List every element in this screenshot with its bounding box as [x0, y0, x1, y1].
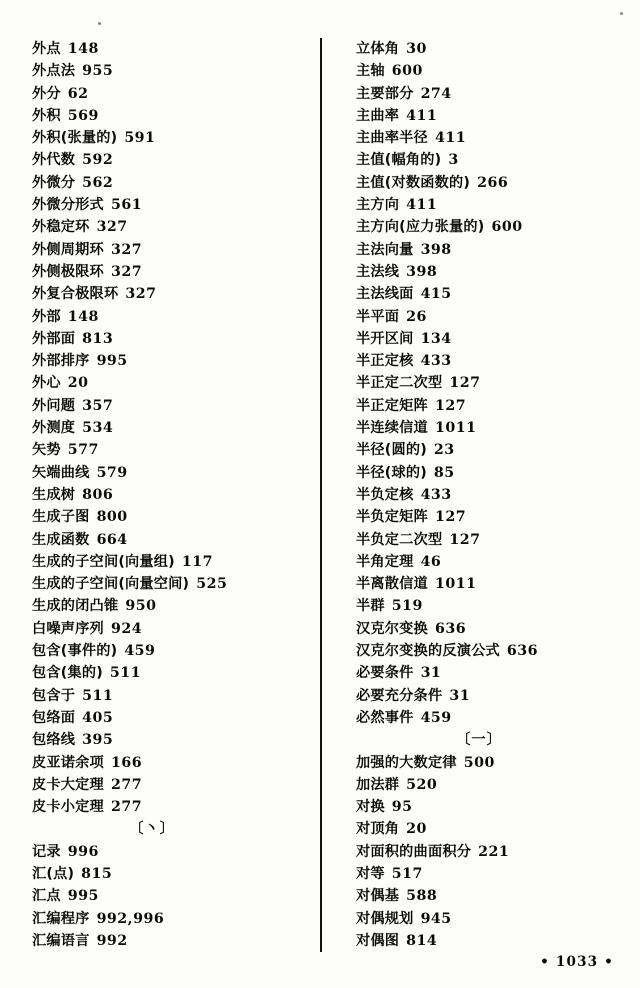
entry-term: 对偶图 — [356, 932, 400, 949]
entry-page: 266 — [477, 174, 509, 191]
entry-page: 459 — [420, 709, 452, 726]
entry-page: 996 — [67, 843, 99, 860]
index-entry — [356, 662, 632, 684]
entry-page: 636 — [506, 643, 539, 660]
entry-term: 半正定二次型 — [356, 375, 443, 392]
index-entry — [32, 595, 312, 617]
entry-page: 950 — [125, 598, 157, 615]
index-entry — [356, 417, 632, 439]
entry-term: 皮亚诺余项 — [32, 754, 104, 771]
entry-page: 600 — [391, 63, 423, 80]
index-entry — [356, 216, 632, 238]
section-divider: 〔丶〕 — [129, 821, 175, 838]
entry-page: 525 — [196, 576, 228, 593]
entry-term: 半径(圆的) — [356, 442, 427, 459]
entry-page: 815 — [81, 865, 113, 882]
index-entry — [32, 885, 312, 907]
entry-page: 500 — [463, 754, 495, 771]
entry-page: 415 — [420, 286, 452, 303]
entry-term: 外积 — [32, 107, 61, 124]
entry-page: 274 — [420, 85, 452, 102]
index-entry — [356, 573, 632, 595]
index-entry — [356, 105, 632, 127]
entry-page: 588 — [406, 888, 438, 905]
entry-term: 主法线面 — [356, 286, 414, 303]
entry-term: 主曲率半径 — [356, 130, 428, 147]
entry-page: 31 — [420, 665, 442, 682]
index-entry — [32, 796, 312, 818]
entry-term: 立体角 — [356, 41, 400, 57]
entry-page: 20 — [406, 821, 427, 838]
index-entry — [356, 506, 632, 528]
index-entry — [32, 908, 312, 930]
index-entry — [356, 818, 632, 840]
index-entry — [32, 283, 312, 305]
index-entry — [32, 752, 312, 774]
entry-term: 必要条件 — [356, 665, 414, 682]
entry-page: 148 — [67, 41, 99, 57]
entry-page: 411 — [406, 107, 438, 124]
entry-term: 半群 — [356, 598, 385, 615]
entry-page: 327 — [125, 286, 157, 303]
index-entry — [32, 662, 312, 684]
entry-page: 395 — [82, 732, 114, 749]
entry-page: 127 — [434, 509, 467, 526]
entry-page: 459 — [124, 643, 156, 660]
entry-page: 411 — [406, 197, 438, 214]
index-entry — [32, 216, 312, 238]
entry-term: 汇编语言 — [32, 932, 90, 949]
entry-term: 包络面 — [32, 709, 76, 726]
index-entry — [356, 863, 632, 885]
entry-term: 生成的闭凸锥 — [32, 598, 119, 615]
entry-term: 外部面 — [32, 330, 76, 347]
entry-term: 外测度 — [32, 420, 76, 437]
entry-term: 汇点 — [32, 888, 61, 905]
entry-term: 主法线 — [356, 263, 400, 280]
index-entry — [356, 239, 632, 261]
index-entry — [356, 618, 632, 640]
entry-page: 148 — [67, 308, 99, 325]
entry-page: 992 — [96, 932, 128, 949]
index-entry — [356, 60, 632, 82]
entry-page: 562 — [82, 174, 114, 191]
entry-page: 636 — [434, 620, 467, 637]
page-speck — [98, 22, 101, 25]
index-entry — [32, 172, 312, 194]
entry-term: 外代数 — [32, 152, 76, 169]
entry-page: 592 — [82, 152, 114, 169]
index-entry — [356, 350, 632, 372]
entry-page: 1011 — [434, 420, 477, 437]
entry-term: 对顶角 — [356, 821, 400, 838]
entry-page: 127 — [449, 531, 481, 548]
index-entry — [356, 796, 632, 818]
entry-term: 外分 — [32, 85, 61, 102]
entry-page: 62 — [67, 85, 89, 102]
entry-page: 398 — [406, 263, 438, 280]
entry-term: 汉克尔变换的反演公式 — [356, 643, 500, 660]
index-entry — [32, 306, 312, 328]
entry-page: 327 — [96, 219, 128, 236]
entry-page: 23 — [433, 442, 455, 459]
entry-term: 半负定二次型 — [356, 531, 443, 548]
index-entry — [356, 685, 632, 707]
index-entry — [32, 127, 312, 149]
index-entry — [32, 774, 312, 796]
entry-page: 600 — [491, 219, 523, 236]
index-entry — [32, 149, 312, 171]
index-entry — [32, 194, 312, 216]
index-entry — [356, 774, 632, 796]
entry-term: 主轴 — [356, 63, 385, 80]
entry-term: 外点 — [32, 41, 61, 57]
entry-term: 主要部分 — [356, 85, 414, 102]
index-entry — [32, 573, 312, 595]
entry-term: 汇编程序 — [32, 910, 90, 927]
entry-term: 矢端曲线 — [32, 464, 90, 481]
index-entry — [356, 261, 632, 283]
entry-term: 外复合极限环 — [32, 286, 119, 303]
index-entry — [32, 729, 312, 751]
entry-term: 生成的子空间(向量组) — [32, 553, 175, 570]
entry-term: 生成子图 — [32, 509, 90, 526]
entry-term: 白噪声序列 — [32, 620, 104, 637]
entry-term: 加法群 — [356, 776, 400, 793]
index-entry — [32, 863, 312, 885]
entry-page: 46 — [420, 553, 442, 570]
index-entry — [356, 707, 632, 729]
index-entry — [356, 372, 632, 394]
entry-term: 矢势 — [32, 442, 61, 459]
index-entry — [356, 484, 632, 506]
page-folio: • 1033 • — [540, 954, 614, 970]
entry-term: 外心 — [32, 375, 61, 392]
entry-term: 半开区间 — [356, 330, 414, 347]
index-entry — [32, 395, 312, 417]
entry-term: 生成树 — [32, 486, 76, 503]
entry-page: 577 — [67, 442, 99, 459]
entry-page: 924 — [110, 620, 143, 637]
index-entry — [32, 239, 312, 261]
entry-page: 127 — [449, 375, 481, 392]
index-entry — [32, 640, 312, 662]
index-entry — [32, 685, 312, 707]
entry-page: 534 — [82, 420, 114, 437]
index-entry — [356, 841, 632, 863]
entry-term: 外侧极限环 — [32, 263, 104, 280]
index-entry — [32, 506, 312, 528]
entry-term: 外稳定环 — [32, 219, 90, 236]
index-entry — [356, 529, 632, 551]
index-entry — [356, 930, 632, 952]
entry-page: 411 — [434, 130, 467, 147]
index-entry — [32, 417, 312, 439]
index-entry — [32, 707, 312, 729]
index-entry — [356, 283, 632, 305]
entry-term: 外部排序 — [32, 353, 90, 370]
index-entry — [356, 595, 632, 617]
index-entry — [32, 261, 312, 283]
entry-page: 20 — [67, 375, 89, 392]
entry-term: 汇(点) — [32, 865, 75, 882]
right-column — [320, 38, 640, 952]
entry-term: 半正定矩阵 — [356, 397, 428, 414]
entry-page: 995 — [67, 888, 99, 905]
entry-page: 519 — [391, 598, 423, 615]
index-entry — [32, 484, 312, 506]
index-entry — [32, 841, 312, 863]
entry-term: 对偶基 — [356, 888, 400, 905]
entry-term: 主值(幅角的) — [356, 152, 442, 169]
entry-page: 277 — [110, 799, 143, 816]
index-entry — [356, 306, 632, 328]
index-entry — [32, 618, 312, 640]
index-entry — [32, 83, 312, 105]
entry-term: 必要充分条件 — [356, 687, 443, 704]
entry-term: 半负定核 — [356, 486, 414, 503]
entry-page: 134 — [420, 330, 452, 347]
index-entry — [32, 328, 312, 350]
left-column — [0, 38, 320, 952]
index-entry — [356, 885, 632, 907]
entry-term: 外侧周期环 — [32, 241, 104, 258]
index-entry — [356, 551, 632, 573]
entry-page: 992,996 — [96, 910, 165, 927]
entry-term: 外积(张量的) — [32, 130, 118, 147]
entry-page: 813 — [82, 330, 114, 347]
index-entry — [32, 105, 312, 127]
entry-term: 外微分 — [32, 174, 76, 191]
entry-page: 511 — [82, 687, 114, 704]
entry-page: 85 — [433, 464, 455, 481]
entry-term: 记录 — [32, 843, 61, 860]
entry-term: 生成函数 — [32, 531, 90, 548]
index-entry — [32, 551, 312, 573]
index-entry — [32, 529, 312, 551]
entry-page: 398 — [420, 241, 452, 258]
entry-term: 半离散信道 — [356, 576, 428, 593]
entry-page: 517 — [391, 865, 423, 882]
entry-page: 117 — [181, 553, 213, 570]
entry-page: 221 — [478, 843, 510, 860]
entry-term: 半连续信道 — [356, 420, 428, 437]
entry-page: 277 — [110, 776, 143, 793]
index-entry — [32, 350, 312, 372]
section-divider: 〔一〕 — [456, 732, 502, 749]
entry-term: 对等 — [356, 865, 385, 882]
entry-term: 加强的大数定律 — [356, 754, 457, 771]
entry-term: 汉克尔变换 — [356, 620, 428, 637]
entry-term: 半负定矩阵 — [356, 509, 428, 526]
entry-page: 569 — [67, 107, 99, 124]
entry-term: 对面积的曲面积分 — [356, 843, 472, 860]
entry-term: 半径(球的) — [356, 464, 427, 481]
entry-page: 31 — [449, 687, 471, 704]
entry-page: 561 — [110, 197, 143, 214]
entry-page: 30 — [406, 41, 427, 57]
entry-term: 半正定核 — [356, 353, 414, 370]
entry-page: 357 — [82, 397, 114, 414]
entry-term: 主曲率 — [356, 107, 400, 124]
entry-term: 主法向量 — [356, 241, 414, 258]
entry-term: 包络线 — [32, 732, 76, 749]
entry-term: 包含于 — [32, 687, 76, 704]
entry-term: 外微分形式 — [32, 197, 104, 214]
index-entry — [356, 462, 632, 484]
entry-page: 433 — [420, 486, 452, 503]
entry-page: 327 — [110, 241, 143, 258]
entry-page: 579 — [96, 464, 128, 481]
entry-term: 对换 — [356, 799, 385, 816]
entry-page: 433 — [420, 353, 452, 370]
index-entry — [32, 439, 312, 461]
index-entry — [356, 439, 632, 461]
index-entry — [356, 83, 632, 105]
entry-term: 外部 — [32, 308, 61, 325]
entry-term: 必然事件 — [356, 709, 414, 726]
index-entry — [32, 372, 312, 394]
entry-page: 814 — [406, 932, 438, 949]
entry-term: 外点法 — [32, 63, 76, 80]
index-entry — [356, 752, 632, 774]
entry-page: 95 — [391, 799, 413, 816]
index-entry — [32, 60, 312, 82]
index-entry — [356, 328, 632, 350]
entry-page: 945 — [420, 910, 452, 927]
entry-page: 800 — [96, 509, 128, 526]
entry-page: 405 — [82, 709, 114, 726]
entry-term: 半平面 — [356, 308, 400, 325]
entry-term: 包含(集的) — [32, 665, 103, 682]
entry-page: 166 — [110, 754, 143, 771]
index-entry — [356, 149, 632, 171]
entry-page: 127 — [434, 397, 467, 414]
entry-page: 3 — [448, 152, 459, 169]
index-entry — [356, 395, 632, 417]
index-entry — [356, 194, 632, 216]
entry-page: 1011 — [434, 576, 477, 593]
page-speck — [620, 12, 623, 15]
index-entry — [32, 462, 312, 484]
entry-page: 995 — [96, 353, 128, 370]
index-entry — [356, 908, 632, 930]
index-entry — [32, 38, 312, 60]
entry-term: 皮卡小定理 — [32, 799, 104, 816]
entry-page: 520 — [406, 776, 438, 793]
index-entry — [356, 38, 632, 60]
entry-term: 生成的子空间(向量空间) — [32, 576, 190, 593]
entry-page: 511 — [109, 665, 142, 682]
index-entry — [32, 930, 312, 952]
index-entry — [356, 127, 632, 149]
entry-term: 主方向(应力张量的) — [356, 219, 485, 236]
entry-page: 327 — [110, 263, 143, 280]
index-entry — [356, 172, 632, 194]
entry-page: 806 — [82, 486, 114, 503]
entry-page: 664 — [96, 531, 128, 548]
entry-term: 主值(对数函数的) — [356, 174, 471, 191]
entry-term: 半角定理 — [356, 553, 414, 570]
entry-term: 皮卡大定理 — [32, 776, 104, 793]
index-columns — [0, 38, 640, 952]
entry-page: 591 — [124, 130, 156, 147]
entry-term: 包含(事件的) — [32, 643, 118, 660]
entry-term: 对偶规划 — [356, 910, 414, 927]
entry-term: 主方向 — [356, 197, 400, 214]
entry-page: 955 — [82, 63, 114, 80]
entry-term: 外问题 — [32, 397, 76, 414]
entry-page: 26 — [406, 308, 427, 325]
index-entry — [356, 640, 632, 662]
